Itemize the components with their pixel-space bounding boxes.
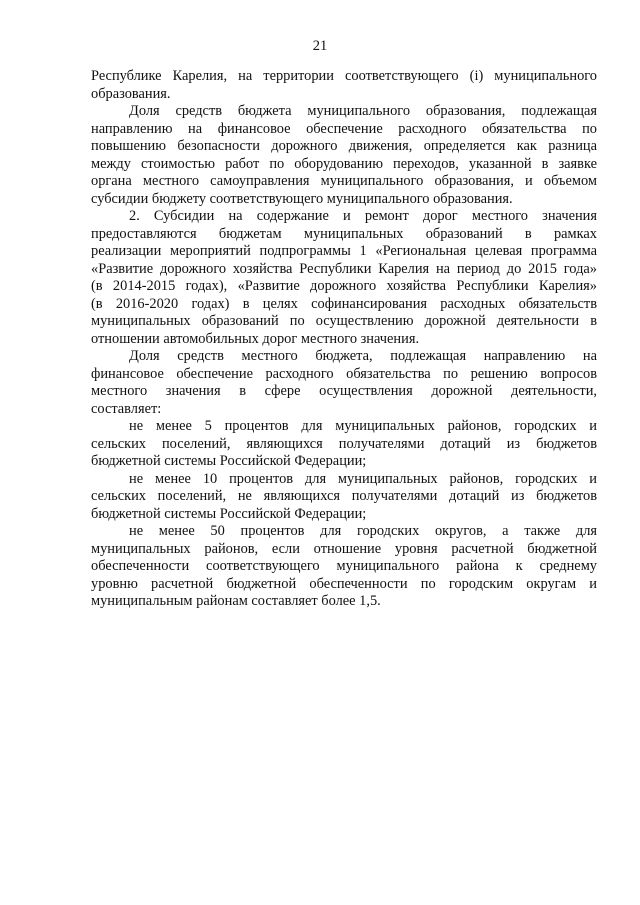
text-line: муниципальных районов, если отношение уровня расчетной бюджетной — [91, 540, 597, 557]
paragraph-share-50-percent — [91, 523, 597, 611]
paragraph-intro — [91, 68, 597, 103]
text-line: образования. — [91, 85, 171, 102]
text-line: муниципальным районам составляет более 1,5. — [91, 593, 381, 609]
text-line: отношении автомобильных дорог местного значения. — [91, 330, 420, 347]
page-number: 21 — [312, 38, 328, 54]
text-line: субсидии бюджету соответствующего муниципального образования. — [91, 190, 513, 207]
text-line: уровню расчетной бюджетной обеспеченности по городским округам и — [91, 575, 597, 592]
text-line: предоставляются бюджетам муниципальных образований в рамках — [91, 225, 597, 242]
paragraph-share-10-percent — [91, 471, 597, 524]
paragraph-local-budget-share — [91, 348, 597, 418]
text-line: сельских поселений, являющихся получателями дотаций из бюджетов — [91, 435, 597, 452]
text-line: не менее 50 процентов для городских округов, а также для — [129, 523, 597, 539]
text-line: (в 2014-2015 годах), «Развитие дорожного хозяйства Республики Карелия» — [91, 278, 597, 294]
paragraph-road-safety-share — [91, 103, 597, 208]
text-line: органа местного самоуправления муниципального образования, и объемом — [91, 173, 597, 189]
text-line: сельских поселений, не являющихся получателями дотаций из бюджетов — [91, 488, 597, 504]
text-line: не менее 5 процентов для муниципальных районов, городских и — [129, 418, 597, 434]
text-line: реализации мероприятий подпрограммы 1 «Региональная целевая программа — [91, 243, 597, 259]
text-line: Доля средств местного бюджета, подлежащая направлению на — [129, 348, 597, 364]
text-line: повышению безопасности дорожного движения, определяется как разница — [91, 138, 597, 154]
text-line: между стоимостью работ по оборудованию переходов, указанной в заявке — [91, 155, 597, 172]
text-line: Республике Карелия, на территории соответствующего (i) муниципального — [91, 68, 597, 84]
text-line: Доля средств бюджета муниципального образования, подлежащая — [129, 103, 597, 119]
text-line: направлению на финансовое обеспечение расходного обязательства по — [91, 120, 597, 137]
paragraph-subsidies-roads — [91, 208, 597, 348]
text-line: «Развитие дорожного хозяйства Республики Карелия на период до 2015 года» — [91, 260, 597, 277]
text-line: 2. Субсидии на содержание и ремонт дорог местного значения — [129, 208, 597, 224]
text-line: финансовое обеспечение расходного обязательства по решению вопросов — [91, 365, 597, 382]
text-line: составляет: — [91, 400, 162, 417]
paragraph-share-5-percent — [91, 418, 597, 471]
text-line: не менее 10 процентов для муниципальных районов, городских и — [129, 470, 597, 487]
text-line: бюджетной системы Российской Федерации; — [91, 505, 367, 522]
document-body — [91, 68, 597, 611]
text-line: местного значения в сфере осуществления дорожной деятельности, — [91, 383, 597, 399]
text-line: муниципальных образований по осуществлению дорожной деятельности в — [91, 313, 597, 329]
text-line: обеспеченности соответствующего муниципального района к среднему — [91, 558, 597, 574]
text-line: (в 2016-2020 годах) в целях софинансирования расходных обязательств — [91, 295, 597, 312]
text-line: бюджетной системы Российской Федерации; — [91, 453, 367, 469]
